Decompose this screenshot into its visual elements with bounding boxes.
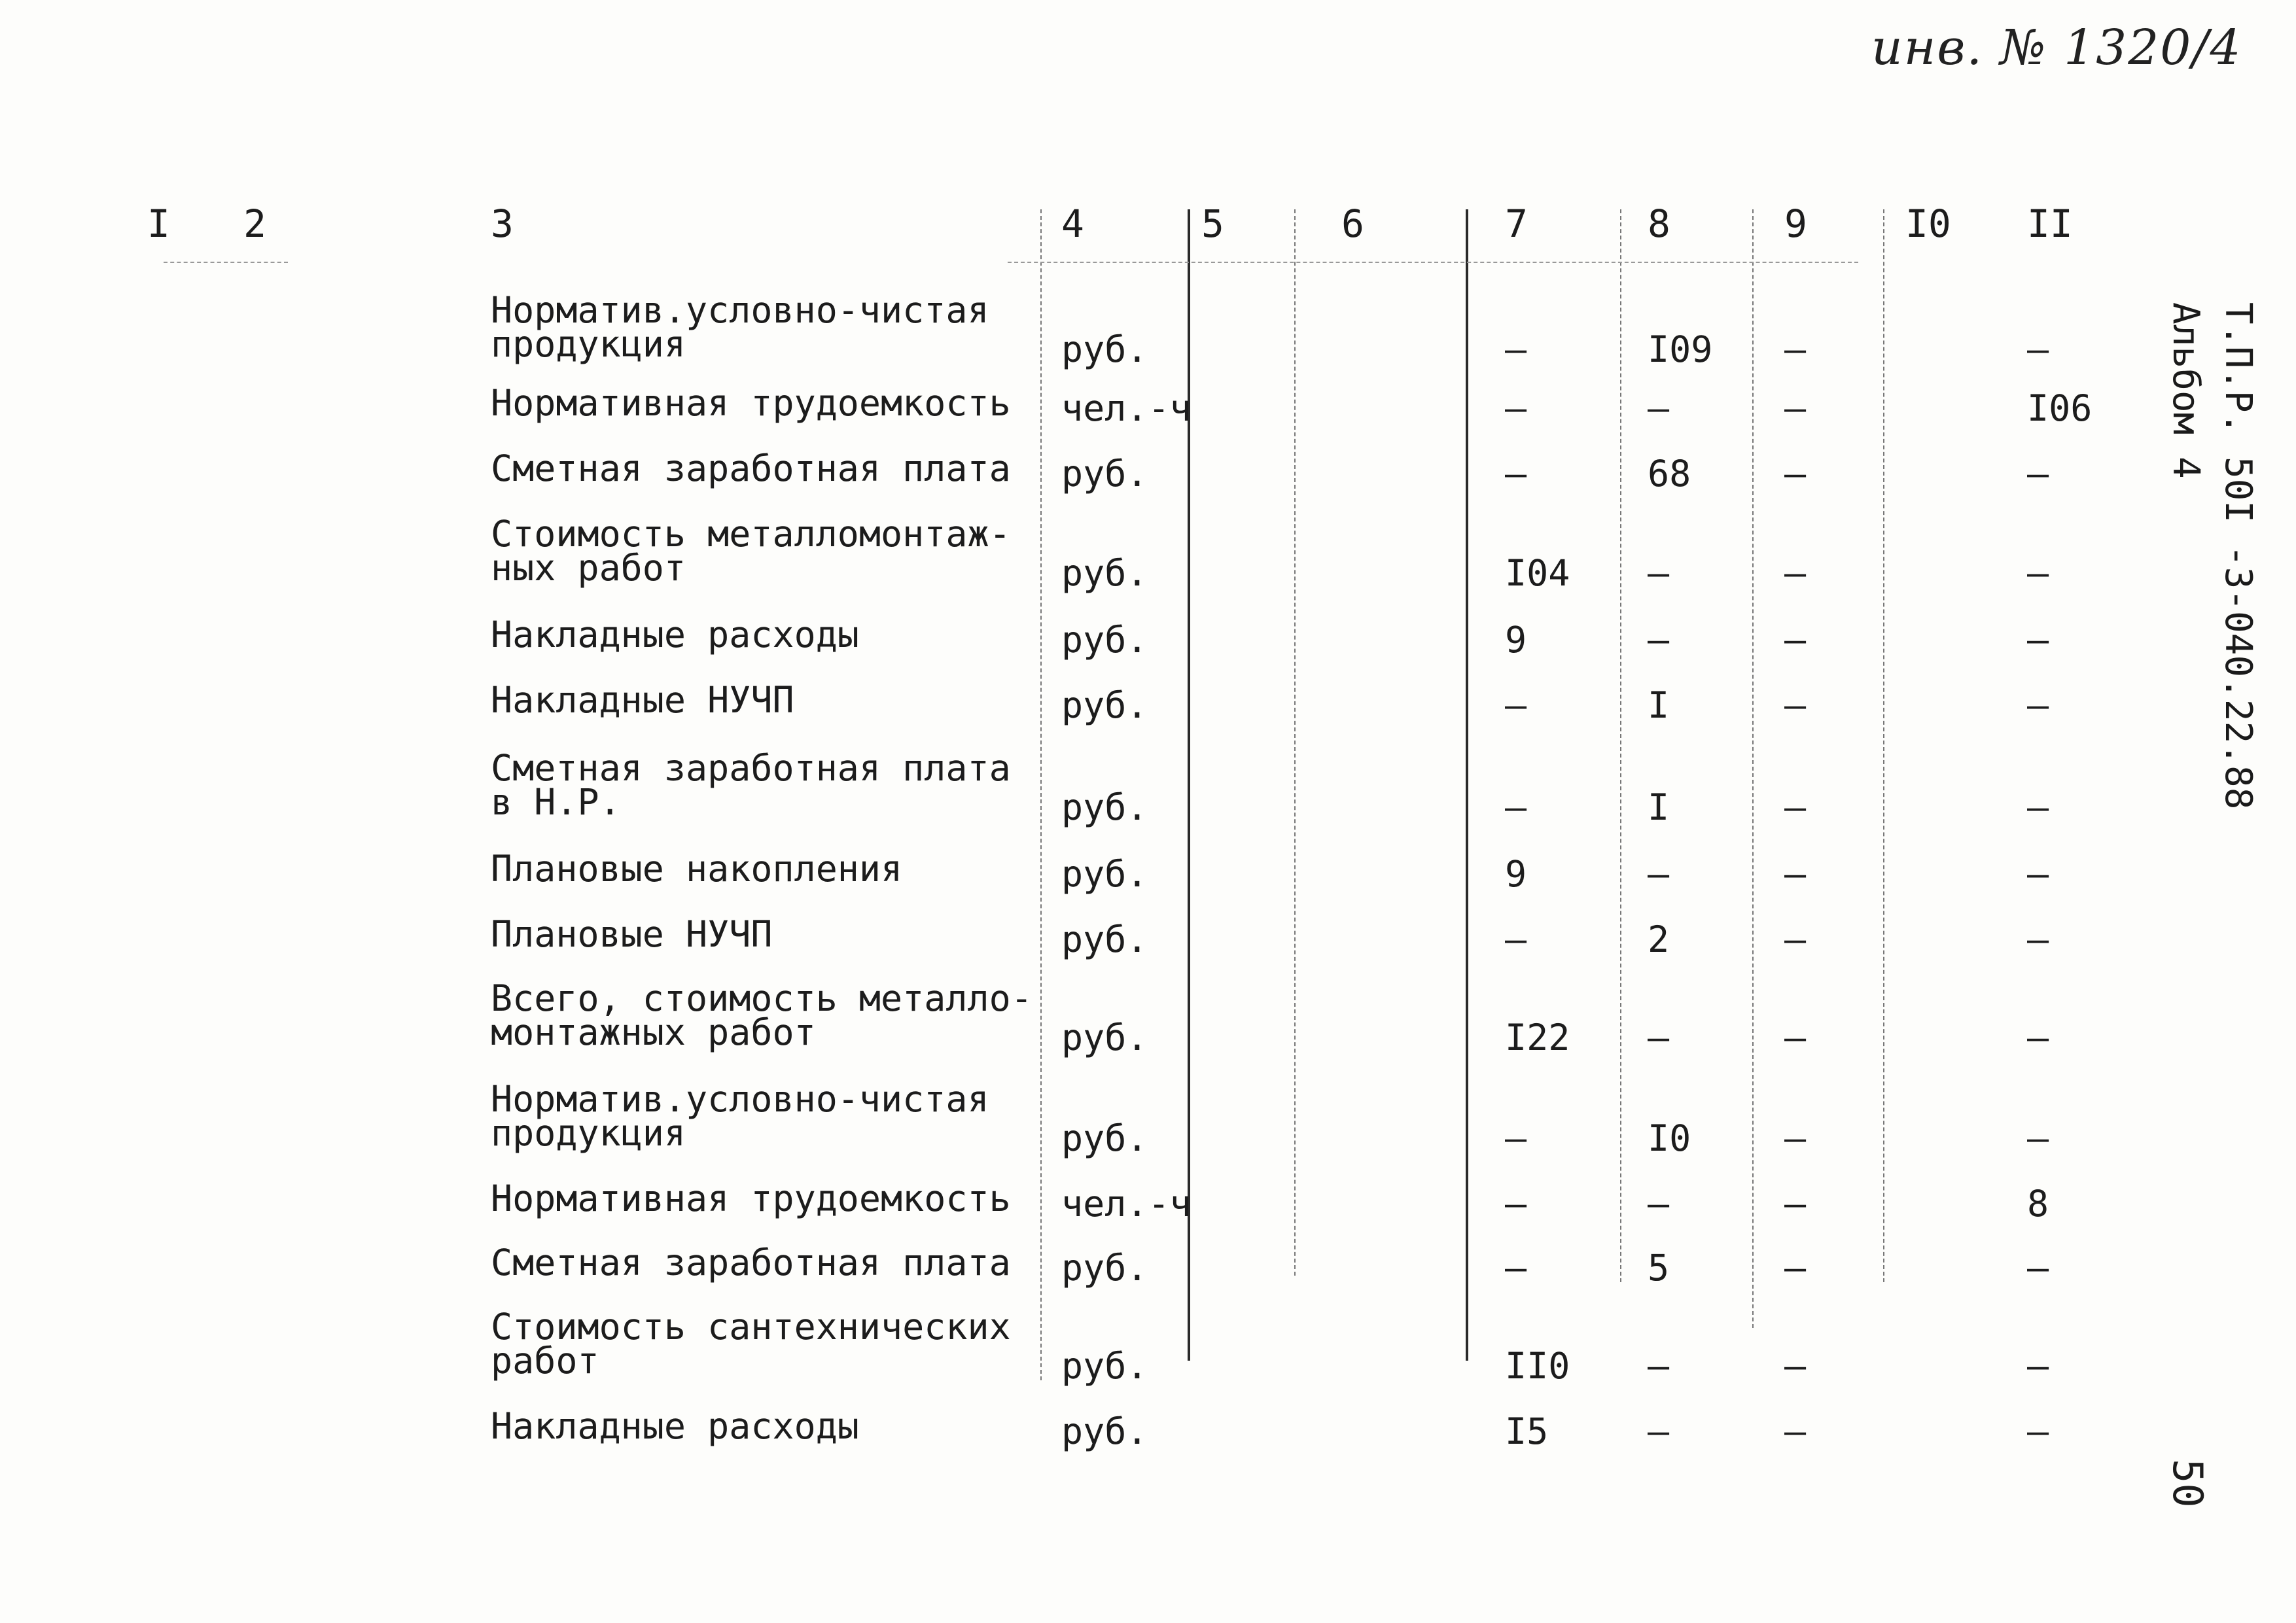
col9-value: – [1784,1345,1807,1387]
row-name: Норматив.условно-чистая [491,1078,989,1120]
col7-value: I04 [1505,552,1570,594]
col8-value: – [1648,552,1670,594]
col9-value: – [1784,1247,1807,1289]
row-name: Плановые НУЧП [491,913,773,955]
col7-value: – [1505,1183,1527,1225]
col11-value: – [2027,1117,2049,1159]
row-unit: руб. [1061,684,1148,726]
row-unit: руб. [1061,1117,1148,1159]
header-rule [164,262,288,263]
header-rule [1008,262,1858,263]
row-unit: руб. [1061,619,1148,661]
column-header: 6 [1341,201,1364,246]
col9-value: – [1784,552,1807,594]
col7-value: – [1505,453,1527,495]
col7-value: – [1505,684,1527,726]
col8-value: – [1648,1410,1670,1452]
inventory-number: инв. № 1320/4 [1871,20,2242,76]
column-rule [1466,209,1468,1361]
column-rule [1294,209,1296,1276]
row-name: Стоимость сантехнических [491,1306,1011,1348]
row-name: Нормативная трудоемкость [491,1178,1011,1219]
side-designation: Т.П.Р. 50I -3-040.22.88 Альбом 4 [2164,302,2259,810]
col11-value: – [2027,619,2049,661]
page-number: 50 [2164,1459,2212,1508]
col8-value: 68 [1648,453,1691,495]
row-name: Норматив.условно-чистая [491,289,989,331]
row-name: монтажных работ [491,1011,816,1053]
column-rule [1620,209,1621,1282]
col7-value: – [1505,328,1527,370]
row-unit: руб. [1061,552,1148,594]
row-name: в Н.Р. [491,781,621,823]
column-header: 7 [1505,201,1528,246]
col7-value: 9 [1505,619,1527,661]
row-unit: руб. [1061,918,1148,960]
col11-value: – [2027,786,2049,828]
column-header: 3 [491,201,514,246]
col9-value: – [1784,1183,1807,1225]
row-name: продукция [491,1112,686,1154]
row-name: продукция [491,323,686,365]
col8-value: – [1648,853,1670,895]
col7-value: I5 [1505,1410,1549,1452]
row-name: Сметная заработная плата [491,747,1011,789]
col7-value: II0 [1505,1345,1570,1387]
column-header: 5 [1201,201,1224,246]
column-rule [1752,209,1754,1328]
row-unit: руб. [1061,1247,1148,1289]
column-header: I [147,201,170,246]
col11-value: – [2027,853,2049,895]
col7-value: – [1505,786,1527,828]
col8-value: – [1648,619,1670,661]
row-name: ных работ [491,547,686,589]
col8-value: I [1648,684,1670,726]
row-name: Накладные НУЧП [491,679,794,721]
col7-value: – [1505,918,1527,960]
row-unit: руб. [1061,1345,1148,1387]
col9-value: – [1784,1410,1807,1452]
col11-value: – [2027,684,2049,726]
col11-value: – [2027,1017,2049,1058]
col9-value: – [1784,918,1807,960]
col7-value: I22 [1505,1017,1570,1058]
col11-value: – [2027,1247,2049,1289]
row-unit: руб. [1061,786,1148,828]
col9-value: – [1784,619,1807,661]
row-name: Нормативная трудоемкость [491,382,1011,424]
column-header: 4 [1061,201,1084,246]
col8-value: 2 [1648,918,1670,960]
column-rule [1883,209,1884,1282]
col9-value: – [1784,786,1807,828]
col7-value: 9 [1505,853,1527,895]
row-name: Плановые накопления [491,848,903,890]
row-unit: чел.-ч [1061,1183,1192,1225]
col8-value: I0 [1648,1117,1691,1159]
col8-value: I [1648,786,1670,828]
col7-value: – [1505,1247,1527,1289]
col7-value: – [1505,387,1527,429]
row-unit: руб. [1061,453,1148,495]
col9-value: – [1784,387,1807,429]
col9-value: – [1784,1017,1807,1058]
row-name: Сметная заработная плата [491,1242,1011,1283]
row-name: Стоимость металломонтаж- [491,513,1011,555]
col11-value: – [2027,328,2049,370]
col8-value: 5 [1648,1247,1670,1289]
row-name: Накладные расходы [491,1405,859,1447]
col11-value: – [2027,1410,2049,1452]
column-rule [1040,209,1042,1380]
col9-value: – [1784,684,1807,726]
column-header: 8 [1648,201,1670,246]
row-unit: чел.-ч [1061,387,1192,429]
col11-value: – [2027,1345,2049,1387]
column-header: 2 [243,201,266,246]
row-name: Накладные расходы [491,614,859,655]
column-header: 9 [1784,201,1807,246]
row-unit: руб. [1061,1410,1148,1452]
col9-value: – [1784,853,1807,895]
row-unit: руб. [1061,853,1148,895]
col11-value: I06 [2027,387,2093,429]
col8-value: – [1648,387,1670,429]
col11-value: – [2027,918,2049,960]
col8-value: I09 [1648,328,1713,370]
col8-value: – [1648,1017,1670,1058]
col8-value: – [1648,1345,1670,1387]
row-unit: руб. [1061,1017,1148,1058]
col11-value: 8 [2027,1183,2049,1225]
row-name: работ [491,1340,599,1382]
col9-value: – [1784,328,1807,370]
col8-value: – [1648,1183,1670,1225]
column-header: II [2027,201,2073,246]
col11-value: – [2027,552,2049,594]
col9-value: – [1784,453,1807,495]
row-name: Всего, стоимость металло- [491,977,1033,1019]
column-header: I0 [1905,201,1951,246]
row-name: Сметная заработная плата [491,447,1011,489]
col7-value: – [1505,1117,1527,1159]
row-unit: руб. [1061,328,1148,370]
col11-value: – [2027,453,2049,495]
col9-value: – [1784,1117,1807,1159]
